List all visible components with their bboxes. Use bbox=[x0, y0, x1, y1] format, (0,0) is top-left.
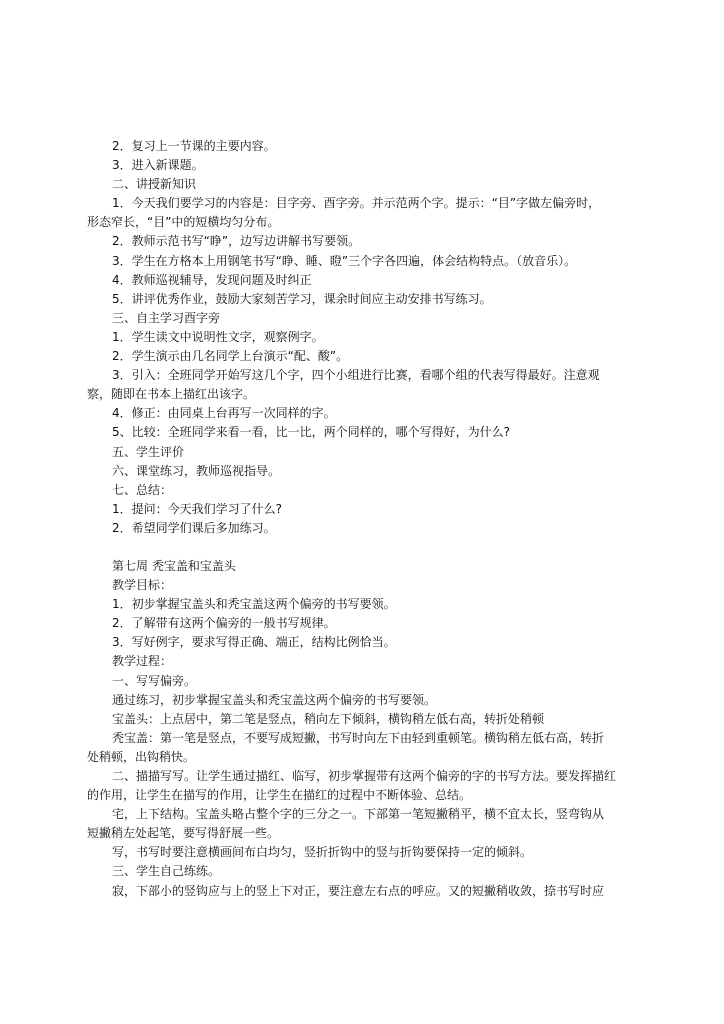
text-line: 察，随即在书本上描红出该字。 bbox=[87, 387, 256, 402]
text-line: 1．学生读文中说明性文字，观察例字。 bbox=[112, 329, 324, 344]
text-line: 4．修正：由同桌上台再写一次同样的字。 bbox=[112, 406, 336, 421]
section-heading: 一、写写偏旁。 bbox=[112, 673, 197, 688]
text-line: 寂，下部小的竖钩应与上的竖上下对正，要注意左右点的呼应。又的短撇稍收敛，捺书写时应 bbox=[112, 883, 605, 898]
text-line: 的作用，让学生在描写的作用，让学生在描红的过程中不断体验、总结。 bbox=[87, 788, 472, 803]
text-line: 3．进入新课题。 bbox=[112, 158, 204, 173]
text-line: 3．引入：全班同学开始写这几个字，四个小组进行比赛，看哪个组的代表写得最好。注意观 bbox=[112, 368, 600, 383]
text-line: 二、描描写写。让学生通过描红、临写，初步掌握带有这两个偏旁的字的书写方法。要发挥描红 bbox=[112, 769, 617, 783]
text-line: 1．初步掌握宝盖头和秃宝盖这两个偏旁的书写要领。 bbox=[112, 597, 396, 612]
text-line: 写，书写时要注意横画间布白均匀，竖折折钩中的竖与折钩要保持一定的倾斜。 bbox=[112, 845, 533, 860]
text-line: 3．写好例字，要求写得正确、端正，结构比例恰当。 bbox=[112, 635, 396, 650]
text-line: 2．希望同学们课后多加练习。 bbox=[112, 520, 276, 535]
text-line: 5．讲评优秀作业，鼓励大家刻苦学习，课余时间应主动安排书写练习。 bbox=[112, 291, 492, 306]
chapter-title: 第七周 秃宝盖和宝盖头 bbox=[112, 558, 236, 573]
text-line: 2．复习上一节课的主要内容。 bbox=[112, 139, 276, 153]
text-line: 秃宝盖：第一笔是竖点，不要写成短撇，书写时向左下由轻到重顿笔。横钩稍左低右高，转折 bbox=[112, 730, 605, 745]
text-line: 处稍顿，出钩稍快。 bbox=[87, 749, 196, 764]
text-line: 通过练习，初步掌握宝盖头和秃宝盖这两个偏旁的书写要领。 bbox=[112, 692, 437, 707]
blank-line bbox=[87, 538, 643, 557]
text-line: 2．教师示范书写“睁”，边写边讲解书写要领。 bbox=[112, 234, 361, 249]
text-line: 4．教师巡视辅导，发现问题及时纠正 bbox=[112, 272, 312, 287]
text-line: 短撇稍左处起笔，要写得舒展一些。 bbox=[87, 826, 280, 841]
text-line: 2．学生演示由几名同学上台演示“配、酸”。 bbox=[112, 349, 349, 364]
section-heading: 七、总结： bbox=[112, 482, 173, 497]
section-heading: 六、课堂练习，教师巡视指导。 bbox=[112, 463, 281, 478]
section-heading: 教学过程： bbox=[112, 654, 173, 669]
section-heading: 三、自主学习酉字旁 bbox=[112, 310, 221, 325]
section-heading: 教学目标： bbox=[112, 578, 173, 593]
section-heading: 五、学生评价 bbox=[112, 444, 185, 459]
text-line: 形态窄长，“目”中的短横均匀分布。 bbox=[87, 215, 280, 230]
text-line: 1．提问：今天我们学习了什么? bbox=[112, 501, 283, 516]
text-line: 2．了解带有这两个偏旁的一般书写规律。 bbox=[112, 616, 336, 631]
section-heading: 三、学生自己练练。 bbox=[112, 864, 221, 879]
text-line: 1．今天我们要学习的内容是：目字旁、酉字旁。并示范两个字。提示：“目”字做左偏旁时， bbox=[112, 196, 601, 211]
text-line: 5、比较：全班同学来看一看，比一比，两个同样的，哪个写得好，为什么? bbox=[112, 425, 511, 440]
text-line: 宅，上下结构。宝盖头略占整个字的三分之一。下部第一笔短撇稍平，横不宜太长，竖弯钩从 bbox=[112, 807, 605, 822]
document-body bbox=[87, 137, 643, 901]
text-line: 宝盖头：上点居中，第二笔是竖点，稍向左下倾斜，横钩稍左低右高，转折处稍顿 bbox=[112, 711, 545, 726]
text-line: 3．学生在方格本上用钢笔书写“睁、睡、瞪”三个字各四遍，体会结构特点。（放音乐）。 bbox=[112, 253, 577, 268]
section-heading: 二、讲授新知识 bbox=[112, 177, 197, 192]
